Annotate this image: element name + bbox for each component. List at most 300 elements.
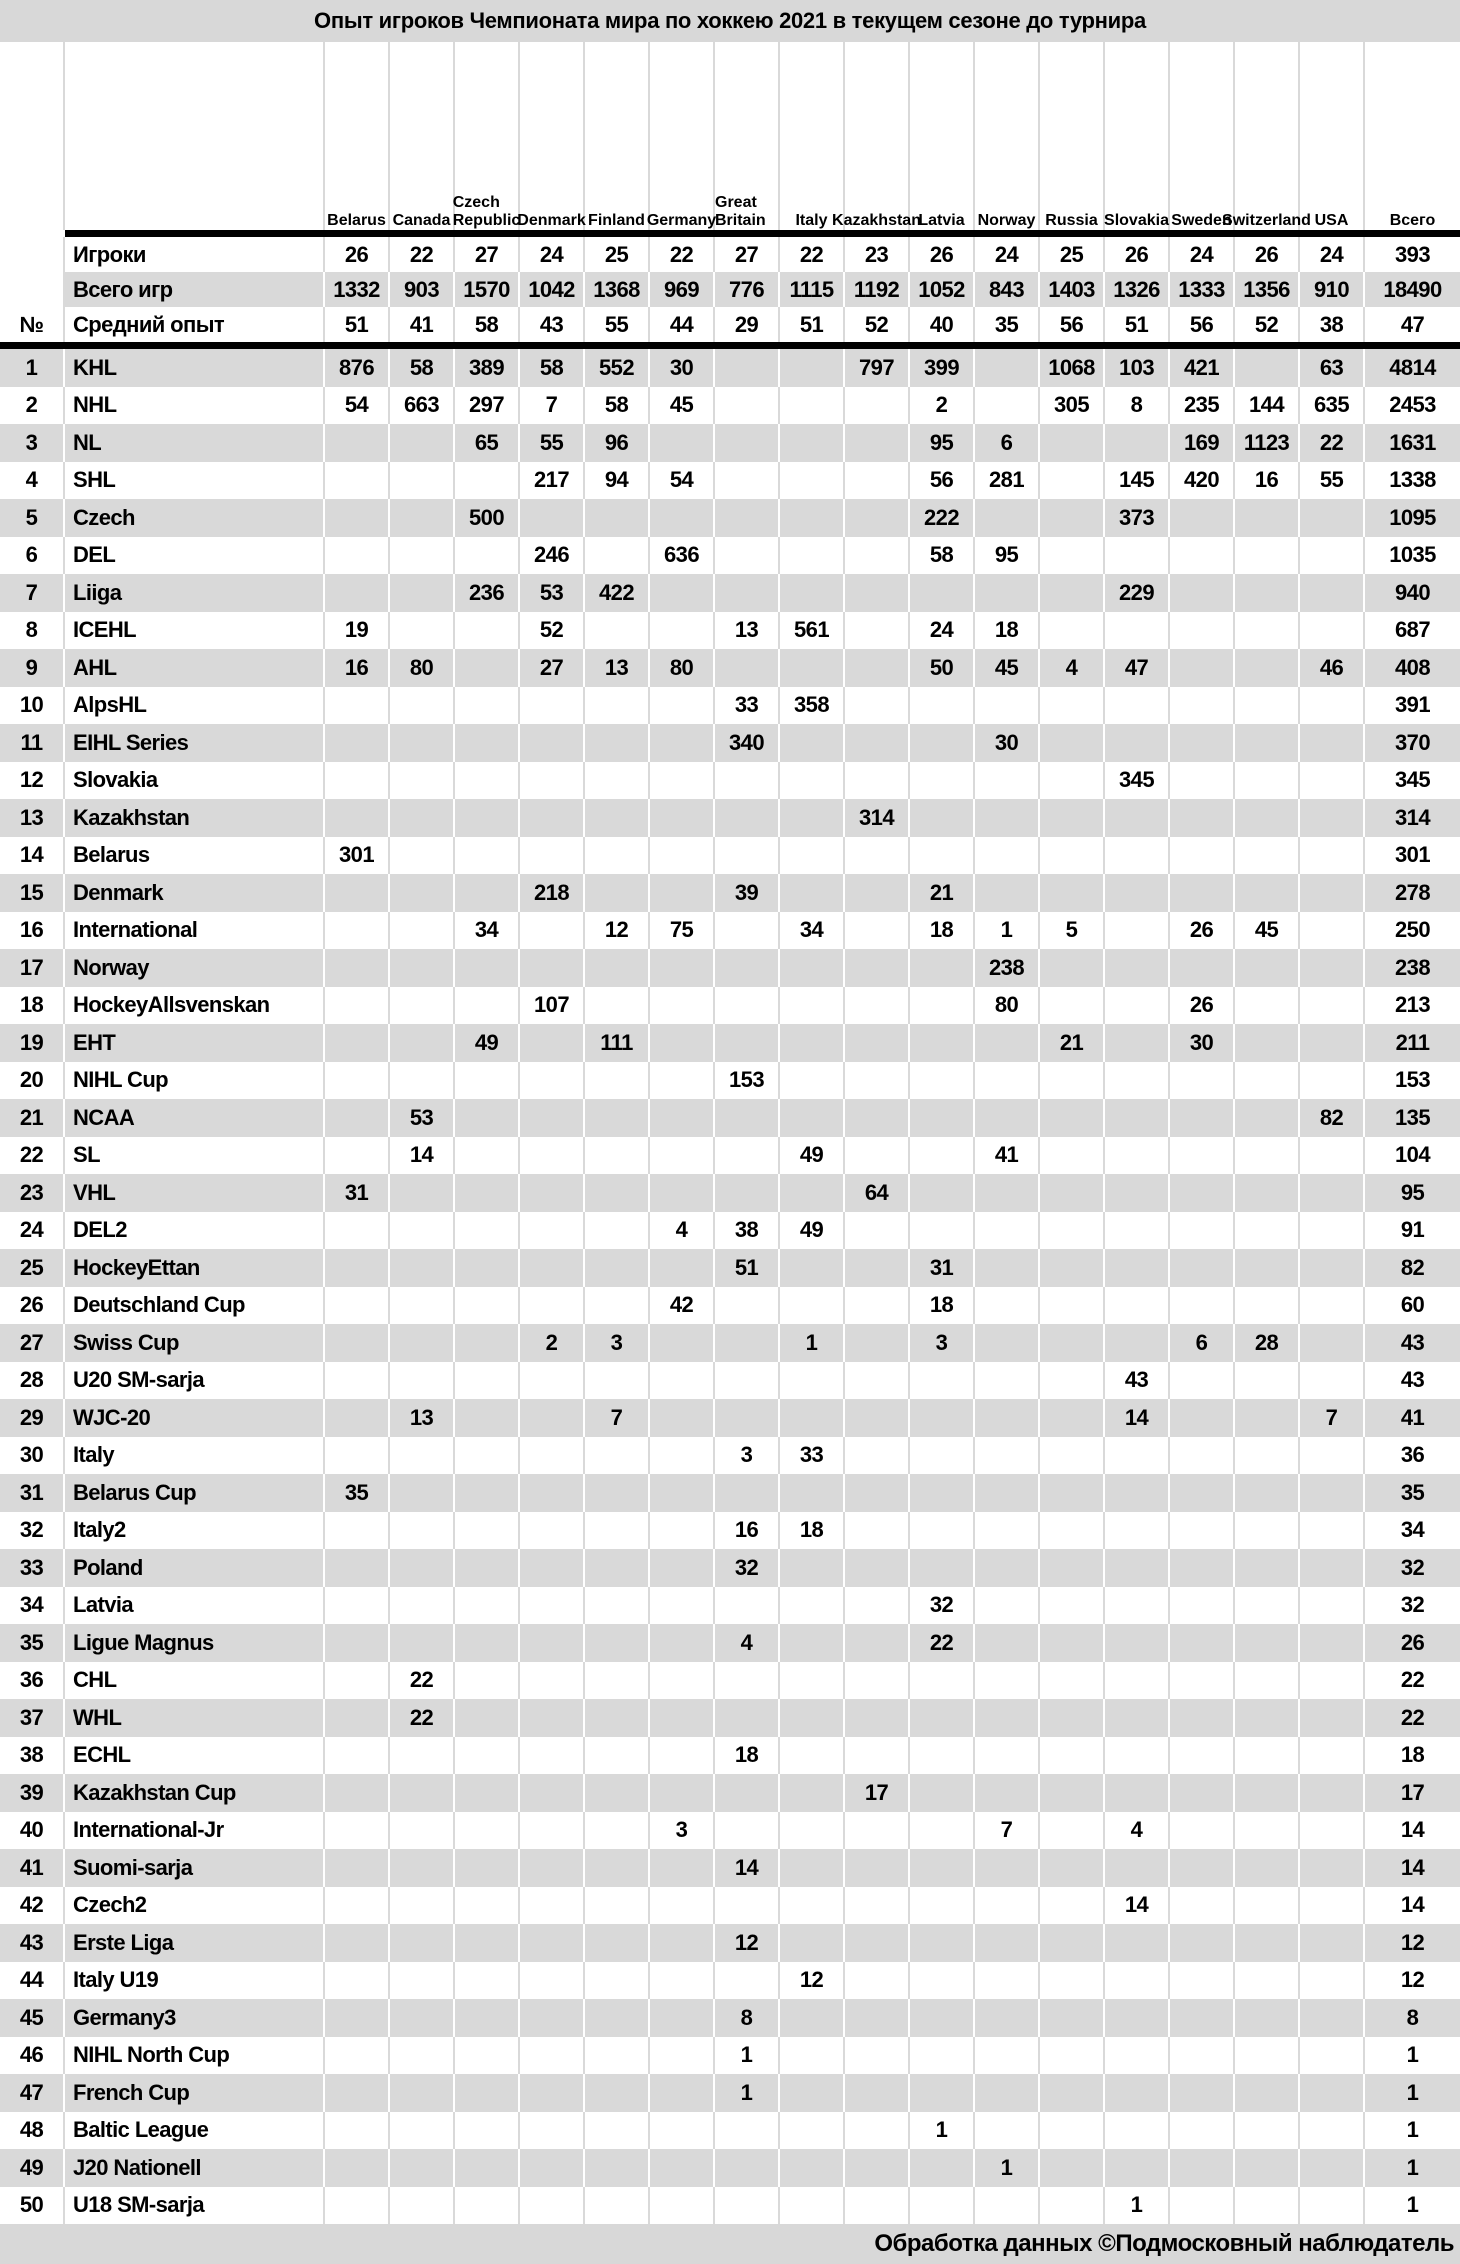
cell [325,1062,390,1100]
cell [1105,2037,1170,2075]
cell: 27 [520,649,585,687]
cell [715,762,780,800]
cell: 82 [1300,1099,1365,1137]
row-total: 345 [1365,762,1460,800]
row-total: 32 [1365,1587,1460,1625]
column-header-label: Denmark [517,212,586,229]
cell [390,2187,455,2225]
cell [650,1624,715,1662]
table-row [0,2149,1460,2187]
cell [1235,762,1300,800]
cell: 2 [520,1324,585,1362]
row-total: 91 [1365,1212,1460,1250]
cell [1105,2149,1170,2187]
cell [975,1887,1040,1925]
cell [715,1962,780,2000]
cell [1040,1737,1105,1775]
row-number: 33 [0,1549,65,1587]
cell [780,1662,845,1700]
column-header [1365,42,1460,230]
cell [975,1024,1040,1062]
table-row [0,1962,1460,2000]
cell [1235,1512,1300,1550]
cell [390,1362,455,1400]
summary-cell: 27 [455,237,520,272]
cell [1235,1212,1300,1250]
cell: 18 [780,1512,845,1550]
cell [585,2149,650,2187]
cell: 38 [715,1212,780,1250]
cell [845,874,910,912]
cell [455,1137,520,1175]
column-header-label: USA [1314,212,1349,229]
cell: 144 [1235,387,1300,425]
cell [390,2112,455,2150]
summary-cell: 41 [390,307,455,342]
cell [845,1249,910,1287]
cell [910,1174,975,1212]
cell [325,2187,390,2225]
cell [780,2074,845,2112]
row-total: 12 [1365,1962,1460,2000]
row-number: 44 [0,1962,65,2000]
league-name: HockeyEttan [65,1249,325,1287]
summary-section [0,237,1460,342]
cell [390,612,455,650]
cell: 1068 [1040,349,1105,387]
cell [715,912,780,950]
cell [975,1099,1040,1137]
cell [325,912,390,950]
cell: 217 [520,462,585,500]
summary-cell: 776 [715,272,780,307]
league-name: Norway [65,949,325,987]
cell [455,1924,520,1962]
cell: 95 [975,537,1040,575]
cell [1105,1849,1170,1887]
cell [975,799,1040,837]
cell [325,1962,390,2000]
cell [845,462,910,500]
cell [910,1999,975,2037]
cell: 95 [910,424,975,462]
cell [845,1137,910,1175]
cell [910,1399,975,1437]
cell [845,574,910,612]
row-number: 25 [0,1249,65,1287]
cell [325,1662,390,1700]
cell [1040,612,1105,650]
cell [1300,1549,1365,1587]
cell: 1 [975,2149,1040,2187]
cell [1170,2112,1235,2150]
cell: 47 [1105,649,1170,687]
row-total: 41 [1365,1399,1460,1437]
cell [975,1474,1040,1512]
cell [1040,2074,1105,2112]
cell [390,1849,455,1887]
cell [1105,1137,1170,1175]
cell: 314 [845,799,910,837]
summary-cell: 27 [715,237,780,272]
cell [975,874,1040,912]
cell [1235,987,1300,1025]
cell [390,1737,455,1775]
league-name: ICEHL [65,612,325,650]
cell [1105,1587,1170,1625]
cell [1105,1662,1170,1700]
cell [585,687,650,725]
row-total: 104 [1365,1137,1460,1175]
cell: 297 [455,387,520,425]
cell: 103 [1105,349,1170,387]
row-number: 12 [0,762,65,800]
cell [1170,2149,1235,2187]
cell [910,1699,975,1737]
cell [780,762,845,800]
cell [650,1887,715,1925]
cell [975,1249,1040,1287]
column-header-label: Great Britain [715,194,766,229]
cell: 30 [975,724,1040,762]
cell [1300,687,1365,725]
cell [1105,1549,1170,1587]
row-total: 43 [1365,1324,1460,1362]
cell [650,724,715,762]
cell [325,2112,390,2150]
row-number: 34 [0,1587,65,1625]
cell [845,537,910,575]
cell [585,724,650,762]
cell [845,1062,910,1100]
cell [780,1999,845,2037]
cell [520,1737,585,1775]
cell: 500 [455,499,520,537]
cell: 222 [910,499,975,537]
cell: 3 [910,1324,975,1362]
cell [390,1962,455,2000]
summary-cell: 1192 [845,272,910,307]
cell [1170,1399,1235,1437]
corner-label-cell: № [0,307,65,342]
league-name: Suomi-sarja [65,1849,325,1887]
cell [1040,1924,1105,1962]
cell [1040,1399,1105,1437]
cell [585,1099,650,1137]
cell [1300,987,1365,1025]
row-total: 1 [1365,2037,1460,2075]
cell [1235,349,1300,387]
row-total: 36 [1365,1437,1460,1475]
summary-cell: 47 [1365,307,1460,342]
table-row [0,349,1460,387]
cell [520,1512,585,1550]
summary-cell: 52 [1235,307,1300,342]
cell [1235,874,1300,912]
cell [650,424,715,462]
cell [650,687,715,725]
cell [1235,1812,1300,1850]
table-row [0,387,1460,425]
cell: 107 [520,987,585,1025]
cell [585,987,650,1025]
cell [520,1437,585,1475]
column-header-label: Switzerland [1222,212,1311,229]
cell: 16 [325,649,390,687]
cell [1170,574,1235,612]
cell [1300,1624,1365,1662]
table-row [0,1774,1460,1812]
cell [1235,1887,1300,1925]
cell [585,1812,650,1850]
cell [975,349,1040,387]
cell [845,1812,910,1850]
cell [325,687,390,725]
table-row [0,724,1460,762]
cell [390,799,455,837]
cell [780,1624,845,1662]
cell [325,499,390,537]
cell [650,1137,715,1175]
cell [910,1062,975,1100]
cell [780,2037,845,2075]
cell [1170,1812,1235,1850]
column-header [390,42,455,230]
cell [325,1887,390,1925]
cell [455,1549,520,1587]
cell [1300,1812,1365,1850]
row-total: 35 [1365,1474,1460,1512]
table-row [0,1062,1460,1100]
cell [1235,1024,1300,1062]
league-name: EHT [65,1024,325,1062]
cell [715,1587,780,1625]
cell: 28 [1235,1324,1300,1362]
league-name: Latvia [65,1587,325,1625]
table-row [0,1887,1460,1925]
cell [1105,987,1170,1025]
row-total: 940 [1365,574,1460,612]
row-total: 1035 [1365,537,1460,575]
summary-row-label: Средний опыт [65,307,325,342]
league-name: Italy [65,1437,325,1475]
cell: 64 [845,1174,910,1212]
cell [455,2149,520,2187]
cell [1170,1062,1235,1100]
cell [780,574,845,612]
cell [1235,1474,1300,1512]
cell [1300,1174,1365,1212]
cell [520,2187,585,2225]
cell [325,1512,390,1550]
cell [390,462,455,500]
row-total: 14 [1365,1887,1460,1925]
cell [520,1699,585,1737]
cell [520,1137,585,1175]
cell [455,1999,520,2037]
cell [1170,2037,1235,2075]
row-number: 41 [0,1849,65,1887]
cell [520,2074,585,2112]
row-total: 213 [1365,987,1460,1025]
cell [455,987,520,1025]
cell: 14 [1105,1399,1170,1437]
cell [585,1624,650,1662]
cell [715,1137,780,1175]
league-name: WJC-20 [65,1399,325,1437]
cell [1040,1174,1105,1212]
league-name: Deutschland Cup [65,1287,325,1325]
cell [1040,762,1105,800]
cell: 1123 [1235,424,1300,462]
column-header [1222,42,1311,230]
cell [520,1174,585,1212]
cell [1170,1999,1235,2037]
cell [1235,1962,1300,2000]
cell: 55 [1300,462,1365,500]
row-number: 45 [0,1999,65,2037]
cell: 31 [910,1249,975,1287]
cell [520,1474,585,1512]
cell: 2 [910,387,975,425]
league-name: DEL2 [65,1212,325,1250]
row-total: 8 [1365,1999,1460,2037]
summary-cell: 1333 [1170,272,1235,307]
cell [910,762,975,800]
summary-cell: 1332 [325,272,390,307]
column-header-label: Germany [646,212,717,229]
cell [455,1699,520,1737]
column-header [975,42,1040,230]
league-name: Czech [65,499,325,537]
league-name: NL [65,424,325,462]
cell [455,649,520,687]
cell [780,2112,845,2150]
cell [1170,687,1235,725]
row-total: 18 [1365,1737,1460,1775]
cell [585,1362,650,1400]
column-header [910,42,975,230]
cell: 22 [1300,424,1365,462]
cell: 1 [780,1324,845,1362]
league-name: NIHL North Cup [65,2037,325,2075]
table-row [0,2112,1460,2150]
cell [455,1887,520,1925]
column-header-label: Sweden [1171,212,1232,229]
cell: 56 [910,462,975,500]
summary-cell: 24 [1170,237,1235,272]
cell: 22 [910,1624,975,1662]
cell [975,762,1040,800]
cell [455,762,520,800]
cell [715,1362,780,1400]
cell [1235,1662,1300,1700]
cell [390,1924,455,1962]
cell [715,1099,780,1137]
cell [585,1887,650,1925]
cell [1300,1062,1365,1100]
cell [650,2187,715,2225]
cell [910,1662,975,1700]
row-number: 37 [0,1699,65,1737]
cell [1170,1249,1235,1287]
row-number: 1 [0,349,65,387]
cell [975,387,1040,425]
cell [845,499,910,537]
summary-cell: 44 [650,307,715,342]
cell [715,649,780,687]
cell [1235,1849,1300,1887]
cell [1300,574,1365,612]
cell [845,2187,910,2225]
row-number: 10 [0,687,65,725]
cell [455,2074,520,2112]
row-number: 28 [0,1362,65,1400]
summary-cell: 26 [1235,237,1300,272]
cell: 876 [325,349,390,387]
cell [910,2074,975,2112]
cell: 31 [325,1174,390,1212]
cell [1105,1062,1170,1100]
cell: 8 [1105,387,1170,425]
cell [520,724,585,762]
cell [325,1849,390,1887]
cell [1170,1174,1235,1212]
summary-row [0,237,1460,272]
cell [455,2037,520,2075]
cell [975,1624,1040,1662]
cell [1105,1437,1170,1475]
cell [455,1437,520,1475]
cell [975,1662,1040,1700]
league-name-blank-cell [65,42,325,230]
cell [1105,1287,1170,1325]
summary-cell: 51 [780,307,845,342]
cell [1235,687,1300,725]
cell [1170,1962,1235,2000]
cell [910,1737,975,1775]
row-number: 11 [0,724,65,762]
cell [585,499,650,537]
cell: 94 [585,462,650,500]
row-total: 1 [1365,2112,1460,2150]
summary-row [0,307,1460,342]
cell [910,1924,975,1962]
league-name: Italy U19 [65,1962,325,2000]
cell [325,1287,390,1325]
cell [1235,1549,1300,1587]
league-name: Swiss Cup [65,1324,325,1362]
cell [390,424,455,462]
cell [325,1212,390,1250]
cell [715,537,780,575]
summary-cell: 26 [1105,237,1170,272]
row-number: 26 [0,1287,65,1325]
cell [455,949,520,987]
league-name: NCAA [65,1099,325,1137]
cell [1235,1624,1300,1662]
cell [585,1062,650,1100]
cell [390,837,455,875]
cell [845,1699,910,1737]
cell [520,1024,585,1062]
cell [325,1362,390,1400]
table-row [0,2074,1460,2112]
cell: 6 [975,424,1040,462]
cell: 7 [520,387,585,425]
cell [455,1287,520,1325]
cell [1170,799,1235,837]
